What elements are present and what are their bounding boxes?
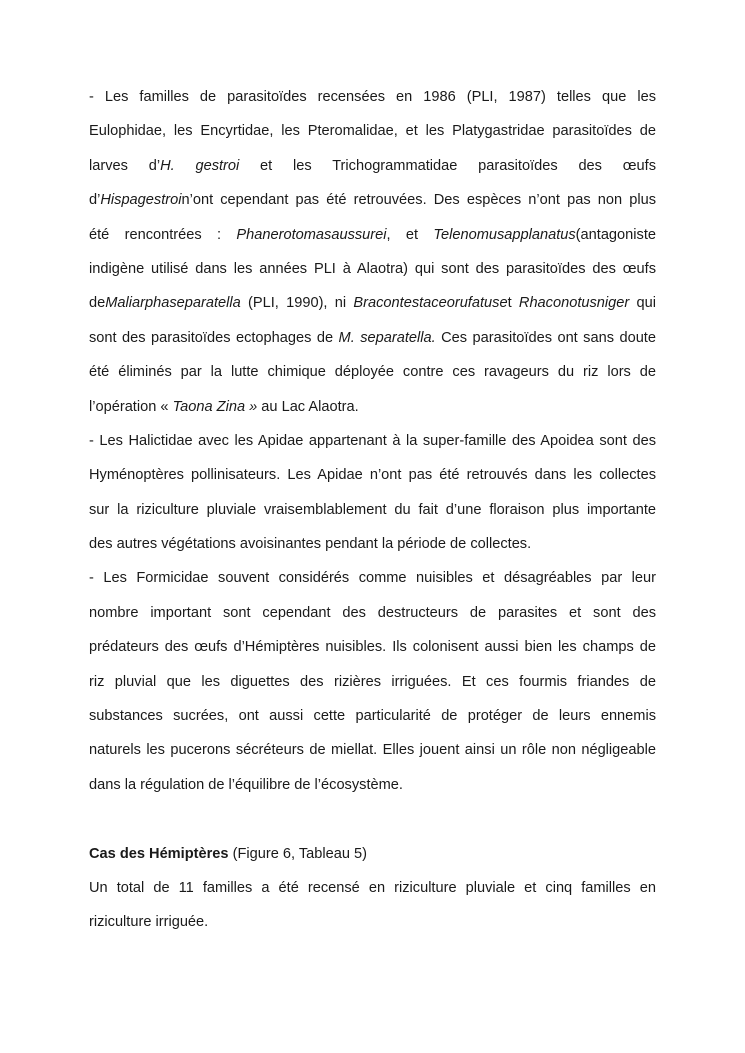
italic-text: Maliarphaseparatella — [105, 295, 241, 312]
italic-text: Hispagestroi — [100, 192, 182, 209]
text-run: t — [507, 295, 519, 312]
text-run: au Lac Alaotra. — [257, 398, 359, 415]
text-run: naturels les pucerons sécréteurs de miellat. Elles jouent ainsi un rôle non négligeable — [89, 742, 656, 759]
italic-text: M. separatella. — [338, 329, 436, 346]
text-run: des autres végétations avoisinantes pendant la période de collectes. — [89, 536, 532, 553]
text-run: indigène utilisé dans les années PLI à Alaotra) qui sont des parasitoïdes des œufs — [89, 260, 656, 277]
text-run: et les Trichogrammatidae parasitoïdes des œufs — [239, 157, 656, 174]
text-run: (Figure 6, Tableau 5) — [228, 845, 367, 862]
italic-text: Telenomusapplanatus — [433, 226, 576, 243]
text-line — [89, 325, 656, 359]
text-run: été éliminés par la lutte chimique déployée contre ces ravageurs du riz lors de — [89, 364, 656, 381]
text-line — [89, 256, 656, 290]
paragraph-halictidae — [89, 428, 656, 566]
document-page — [89, 84, 656, 944]
text-run: été rencontrées : — [89, 226, 237, 243]
text-line — [89, 772, 656, 806]
text-run: substances sucrées, ont aussi cette particularité de protéger de leurs ennemis — [89, 708, 656, 725]
text-run: riziculture irriguée. — [89, 914, 209, 931]
text-line — [89, 703, 656, 737]
text-run: sont des parasitoïdes ectophages de — [89, 329, 339, 346]
paragraph-formicidae — [89, 565, 656, 806]
text-run: (PLI, 1990), ni — [240, 295, 354, 312]
text-line — [89, 841, 656, 875]
text-run: d’ — [89, 192, 101, 209]
text-run: - Les Formicidae souvent considérés comme nuisibles et désagréables par leur — [89, 570, 656, 587]
text-line — [89, 875, 656, 909]
text-run: riz pluvial que les diguettes des rizières irriguées. Et ces fourmis friandes de — [89, 673, 656, 690]
text-line — [89, 669, 656, 703]
text-run: Ces parasitoïdes ont sans doute — [435, 329, 656, 346]
text-run: Eulophidae, les Encyrtidae, les Pteromalidae, et les Platygastridae parasitoïdes de — [89, 123, 656, 140]
text-run: n’ont cependant pas été retrouvées. Des espèces n’ont pas non plus — [181, 192, 656, 209]
text-line — [89, 359, 656, 393]
text-run: , et — [386, 226, 434, 243]
text-run: - Les familles de parasitoïdes recensées en 1986 (PLI, 1987) telles que les — [89, 89, 656, 105]
italic-text: Taona Zina » — [172, 398, 258, 415]
paragraph-parasitoides — [89, 84, 656, 428]
text-line — [89, 497, 656, 531]
text-run: qui — [629, 295, 657, 312]
text-run: Hyménoptères pollinisateurs. Les Apidae n’ont pas été retrouvés dans les collectes — [89, 467, 656, 484]
italic-text: H. gestroi — [160, 157, 240, 174]
text-line — [89, 634, 656, 668]
text-run: dans la régulation de l’équilibre de l’écosystème. — [89, 776, 403, 793]
text-run: sur la riziculture pluviale vraisemblablement du fait d’une floraison plus importante — [89, 501, 656, 518]
text-line — [89, 290, 656, 324]
text-line — [89, 909, 656, 943]
paragraph-hemipteres-heading — [89, 841, 656, 875]
italic-text: Phanerotomasaussurei — [236, 226, 387, 243]
text-run: - Les Halictidae avec les Apidae appartenant à la super-famille des Apoidea sont des — [89, 432, 656, 449]
text-line — [89, 394, 656, 428]
text-line — [89, 187, 656, 221]
paragraph-gap — [89, 806, 656, 840]
text-line — [89, 600, 656, 634]
italic-text: Bracontestaceorufatuse — [353, 295, 508, 312]
text-run: nombre important sont cependant des destructeurs de parasites et sont des — [89, 604, 656, 621]
text-line — [89, 222, 656, 256]
text-line — [89, 428, 656, 462]
bold-text: Cas des Hémiptères — [89, 845, 229, 862]
text-run: l’opération « — [89, 398, 173, 415]
text-line — [89, 737, 656, 771]
text-line — [89, 84, 656, 118]
text-line — [89, 531, 656, 565]
text-line — [89, 118, 656, 152]
italic-text: Rhaconotusniger — [518, 295, 630, 312]
text-line — [89, 565, 656, 599]
text-run: Un total de 11 familles a été recensé en riziculture pluviale et cinq familles en — [89, 879, 656, 896]
text-line — [89, 462, 656, 496]
text-run: prédateurs des œufs d’Hémiptères nuisibles. Ils colonisent aussi bien les champs de — [89, 639, 656, 656]
paragraph-hemipteres-body — [89, 875, 656, 944]
text-line — [89, 153, 656, 187]
text-run: de — [89, 295, 106, 312]
text-run: larves d’ — [89, 157, 161, 174]
text-run: (antagoniste — [575, 226, 656, 243]
